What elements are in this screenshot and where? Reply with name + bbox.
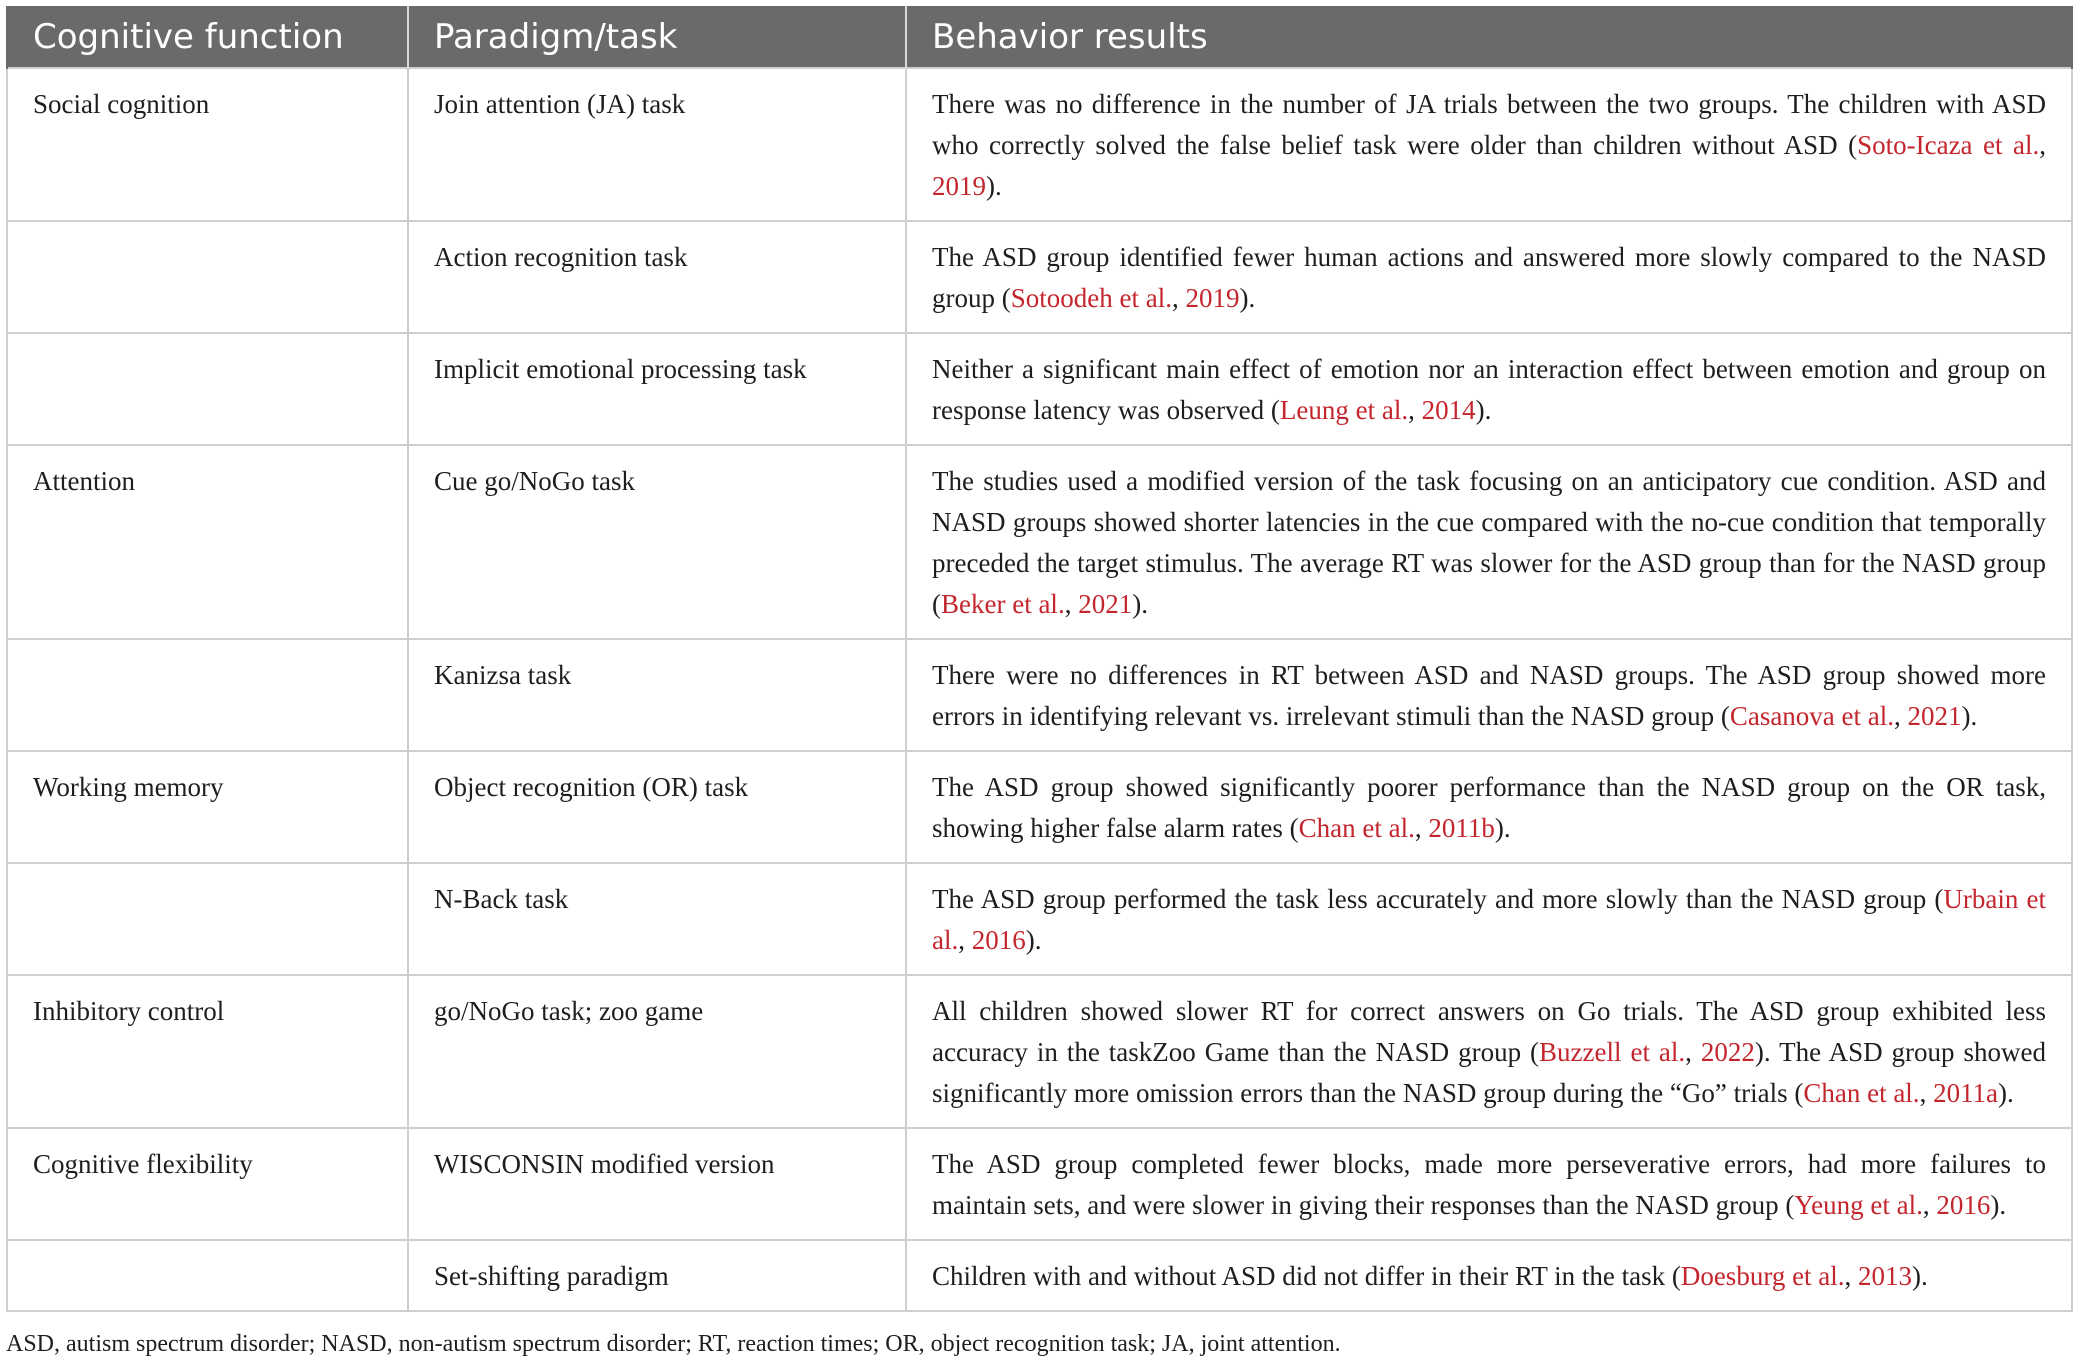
result-text: ). [1494,813,1511,843]
paradigm-task-cell: go/NoGo task; zoo game [408,975,906,1128]
result-text: , [1894,701,1908,731]
result-text: , [1171,283,1186,313]
table-row [7,333,2072,445]
result-text: , [2039,130,2046,160]
behavior-results-cell [906,68,2072,221]
result-text: ). [1132,589,1148,619]
table-row [7,1240,2072,1311]
paradigm-task-cell: Kanizsa task [408,639,906,751]
behavior-results-cell [906,1240,2072,1311]
citation-link[interactable]: Yeung et al. [1794,1190,1923,1220]
results-table [6,6,2073,1312]
result-text: ). [1475,395,1492,425]
paradigm-task-cell: Join attention (JA) task [408,68,906,221]
citation-link[interactable]: Chan et al. [1803,1078,1920,1108]
cognitive-function-cell: Cognitive flexibility [7,1128,408,1240]
behavior-results-cell [906,1128,2072,1240]
citation-link[interactable]: 2014 [1421,395,1476,425]
table-footnote: ASD, autism spectrum disorder; NASD, non-autism spectrum disorder; RT, reaction times; OR, object recognition task; JA, joint attention. [6,1331,1341,1357]
result-text: ). [1239,283,1256,313]
behavior-results-cell [906,639,2072,751]
result-text: , [1685,1037,1701,1067]
citation-link[interactable]: 2021 [1078,589,1133,619]
table-row [7,751,2072,863]
cognitive-function-cell [7,333,408,445]
citation-link[interactable]: 2016 [1936,1190,1991,1220]
result-text: , [1844,1261,1859,1291]
behavior-results-cell [906,975,2072,1128]
citation-link[interactable]: Beker et al. [941,589,1065,619]
behavior-results-cell [906,863,2072,975]
citation-link[interactable]: 2013 [1858,1261,1913,1291]
behavior-results-cell [906,445,2072,639]
result-text: The ASD group completed fewer blocks, made more perseverative errors, had more failures to maintain sets, and were slower in giving their responses than the NASD group ( [932,1149,2046,1220]
result-text: Neither a significant main effect of emotion nor an interaction effect between emotion and group on response latency was observed ( [932,354,2046,425]
header-row [7,6,2072,68]
result-text: ). [1025,925,1042,955]
citation-link[interactable]: 2019 [1185,283,1240,313]
citation-link[interactable]: 2019 [932,171,986,201]
behavior-results-cell [906,333,2072,445]
result-text: ). [1998,1078,2014,1108]
result-text: The ASD group showed significantly poorer performance than the NASD group on the OR task, showing higher false alarm rates ( [932,772,2046,843]
citation-link[interactable]: Sotoodeh et al. [1010,283,1172,313]
result-text: Children with and without ASD did not differ in their RT in the task ( [932,1261,1681,1291]
table-container [6,6,2071,1312]
paradigm-task-cell: Implicit emotional processing task [408,333,906,445]
behavior-results-cell [906,751,2072,863]
cognitive-function-cell [7,639,408,751]
cognitive-function-cell [7,863,408,975]
result-text: The ASD group performed the task less accurately and more slowly than the NASD group ( [932,884,1944,914]
table-row [7,863,2072,975]
citation-link[interactable]: 2011a [1933,1078,1999,1108]
paradigm-task-cell: WISCONSIN modified version [408,1128,906,1240]
citation-link[interactable]: Leung et al. [1279,395,1409,425]
table-body [7,68,2072,1311]
result-text: All children showed slower RT for correct answers on Go trials. The ASD group exhibited less accuracy in the taskZoo Game than the NASD group ( [932,996,2046,1067]
result-text: , [958,925,972,955]
citation-link[interactable]: 2021 [1907,701,1962,731]
paradigm-task-cell: Action recognition task [408,221,906,333]
column-header-behavior-results: Behavior results [906,6,2072,68]
result-text: , [1414,813,1429,843]
citation-link[interactable]: Urbain et al. [932,884,2046,955]
paradigm-task-cell: Object recognition (OR) task [408,751,906,863]
column-header-paradigm-task: Paradigm/task [408,6,906,68]
result-text: There were no differences in RT between ASD and NASD groups. The ASD group showed more errors in identifying relevant vs. irrelevant stimuli than the NASD group ( [932,660,2046,731]
result-text: , [1922,1190,1937,1220]
behavior-results-cell [906,221,2072,333]
paradigm-task-cell: Cue go/NoGo task [408,445,906,639]
cognitive-function-cell: Attention [7,445,408,639]
result-text: ). The ASD group showed significantly more omission errors than the NASD group during the “Go” trials ( [932,1037,2046,1108]
result-text: , [1919,1078,1934,1108]
table-row [7,639,2072,751]
result-text: ). [1912,1261,1928,1291]
cognitive-function-cell: Inhibitory control [7,975,408,1128]
table-row [7,221,2072,333]
result-text: The ASD group identified fewer human actions and answered more slowly compared to the NASD group ( [932,242,2046,313]
result-text: The studies used a modified version of the task focusing on an anticipatory cue condition. ASD and NASD groups showed shorter latencies in the cue compared with the no-cue condition that temporally preceded the target stimulus. The average RT was slower for the ASD group than for the NASD group ( [932,466,2046,619]
citation-link[interactable]: Casanova et al. [1729,701,1895,731]
result-text: ). [986,171,1002,201]
table-row [7,975,2072,1128]
citation-link[interactable]: 2016 [971,925,1026,955]
paradigm-task-cell: N-Back task [408,863,906,975]
citation-link[interactable]: 2022 [1700,1037,1755,1067]
citation-link[interactable]: Chan et al. [1298,813,1415,843]
result-text: There was no difference in the number of JA trials between the two groups. The children with ASD who correctly solved the false belief task were older than children without ASD ( [932,89,2046,160]
column-header-cognitive-function: Cognitive function [7,6,408,68]
table-row [7,68,2072,221]
citation-link[interactable]: Doesburg et al. [1680,1261,1845,1291]
result-text: ). [1990,1190,2007,1220]
citation-link[interactable]: 2011b [1428,813,1495,843]
cognitive-function-cell [7,221,408,333]
cognitive-function-cell [7,1240,408,1311]
citation-link[interactable]: Soto-Icaza et al. [1857,130,2040,160]
result-text: , [1064,589,1079,619]
paradigm-task-cell: Set-shifting paradigm [408,1240,906,1311]
result-text: , [1408,395,1422,425]
cognitive-function-cell: Working memory [7,751,408,863]
cognitive-function-cell: Social cognition [7,68,408,221]
table-row [7,445,2072,639]
result-text: ). [1961,701,1978,731]
table-row [7,1128,2072,1240]
citation-link[interactable]: Buzzell et al. [1539,1037,1686,1067]
